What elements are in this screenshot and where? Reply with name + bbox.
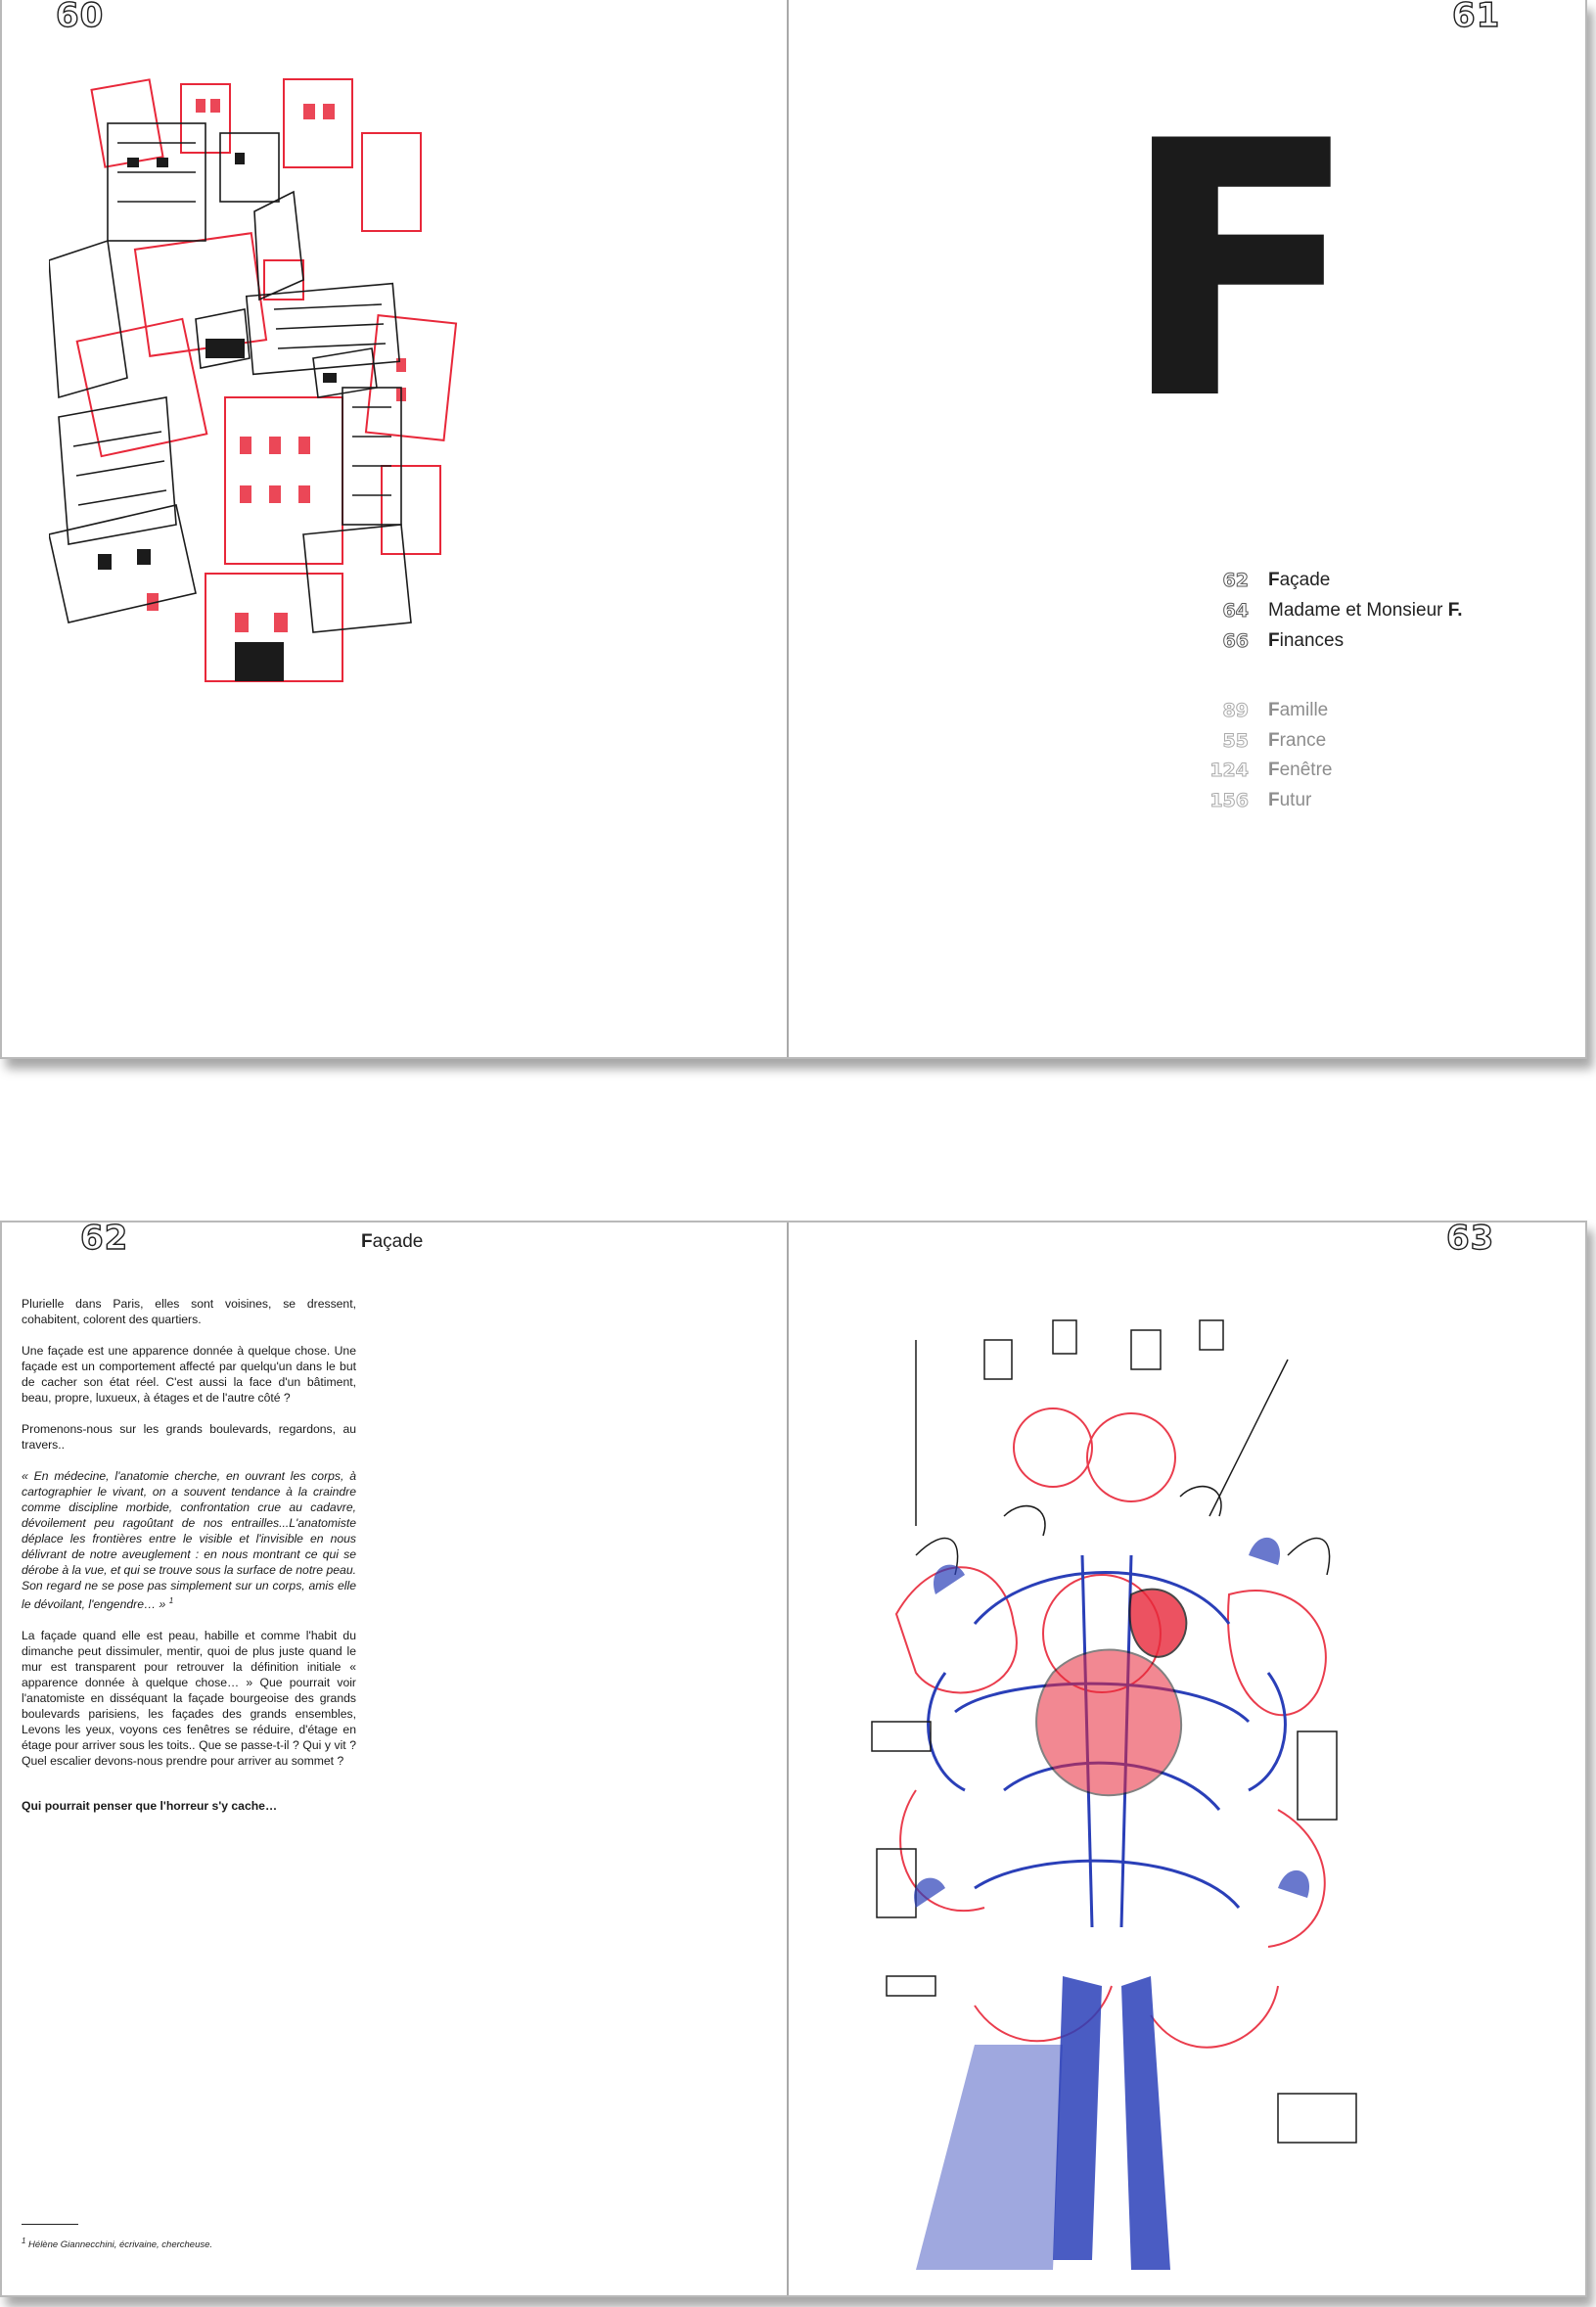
page-number: 61: [1452, 0, 1501, 35]
toc-related-entry[interactable]: [1196, 726, 1326, 756]
toc-entry[interactable]: [1196, 566, 1330, 595]
toc-entry[interactable]: [1196, 626, 1344, 656]
toc-title: Madame et Monsieur F.: [1268, 600, 1463, 621]
page-number: 60: [56, 0, 105, 35]
toc-page-number: 124: [1209, 760, 1249, 781]
page-61: [789, 0, 1572, 1057]
footnote-ref[interactable]: 1: [168, 1596, 174, 1605]
quote: « En médecine, l'anatomie cherche, en ouvrant les corps, à cartographier le vivant, on a souvent tendance à la craindre comme discipline morbide, confrontation crue au cadavre, dévoilement peu ragoûtant de nos entrailles...L'anatomiste déplace les frontières entre le visible et l'invisible en nous délivrant de notre aveuglement : en nous montrant ce qui se dérobe à la vue, et qui se trouve sous la surface de notre peau. Son regard ne se pose pas simplement sur un corps, amis elle le dévoilant, l'engendre… » $^1$: [22, 1469, 356, 1612]
article-body: [22, 1296, 356, 1829]
toc-page-number: 66: [1222, 630, 1249, 652]
spread-pages-62-63: [0, 1221, 1587, 2297]
paragraph: Plurielle dans Paris, elles sont voisines, se dressent, cohabitent, colorent des quartiers.: [22, 1297, 356, 1326]
toc-title: Famille: [1268, 700, 1329, 720]
toc-entry[interactable]: [1196, 596, 1463, 625]
paragraph: Promenons-nous sur les grands boulevards, regardons, au travers..: [22, 1422, 356, 1452]
toc-title: France: [1268, 730, 1327, 751]
page-62: [2, 1223, 785, 2295]
article-title: Façade: [361, 1231, 424, 1252]
toc-related-entry[interactable]: [1196, 696, 1328, 725]
footnote-rule: [22, 2224, 78, 2225]
toc-related-entry[interactable]: [1196, 786, 1311, 815]
rooftops-illustration: [49, 65, 470, 693]
page-number: 63: [1446, 1223, 1495, 1258]
toc-page-number: 64: [1222, 600, 1249, 622]
footnote: $^1$ Hélène Giannecchini, écrivaine, chercheuse.: [22, 2237, 213, 2251]
chapter-letter: F: [1119, 67, 1352, 477]
toc-page-number: 62: [1222, 570, 1249, 591]
spread-pages-60-61: [0, 0, 1587, 1059]
toc-title: Futur: [1268, 790, 1312, 810]
page-63: [789, 1223, 1572, 2295]
paragraph: La façade quand elle est peau, habille et comme l'habit du dimanche peut dissimuler, mentir, quoi de plus juste quand le mur est transparent pour retrouver la définition initiale « apparence donnée à quelque chose… » Que pourrait voir l'anatomiste en disséquant la façade bourgeoise des grands boulevards parisiens, les façades des grands ensembles, Levons les yeux, voyons ces fenêtres se réduire, d'étage en étage pour arriver sous les toits.. Que se passe-t-il ? Qui y vit ? Quel escalier devons-nous prendre pour arriver au sommet ?: [22, 1629, 356, 1769]
toc-title: Façade: [1268, 570, 1331, 590]
closing-line: Qui pourrait penser que l'horreur s'y cache…: [22, 1799, 278, 1814]
toc-title: Finances: [1268, 630, 1345, 651]
toc-title: Fenêtre: [1268, 760, 1333, 780]
anatomy-illustration: [857, 1301, 1366, 2289]
paragraph: Une façade est une apparence donnée à quelque chose. Une façade est un comportement affecté par quelqu'un dans le but de cacher son état réel. C'est aussi la face d'un bâtiment, beau, propre, luxueux, à étages et de l'autre côté ?: [22, 1344, 356, 1405]
page-number: 62: [80, 1223, 129, 1258]
toc-page-number: 89: [1222, 700, 1249, 721]
toc-page-number: 156: [1209, 790, 1249, 811]
toc-page-number: 55: [1222, 730, 1249, 752]
page-60: [2, 0, 785, 1057]
toc-related-entry[interactable]: [1196, 756, 1332, 785]
